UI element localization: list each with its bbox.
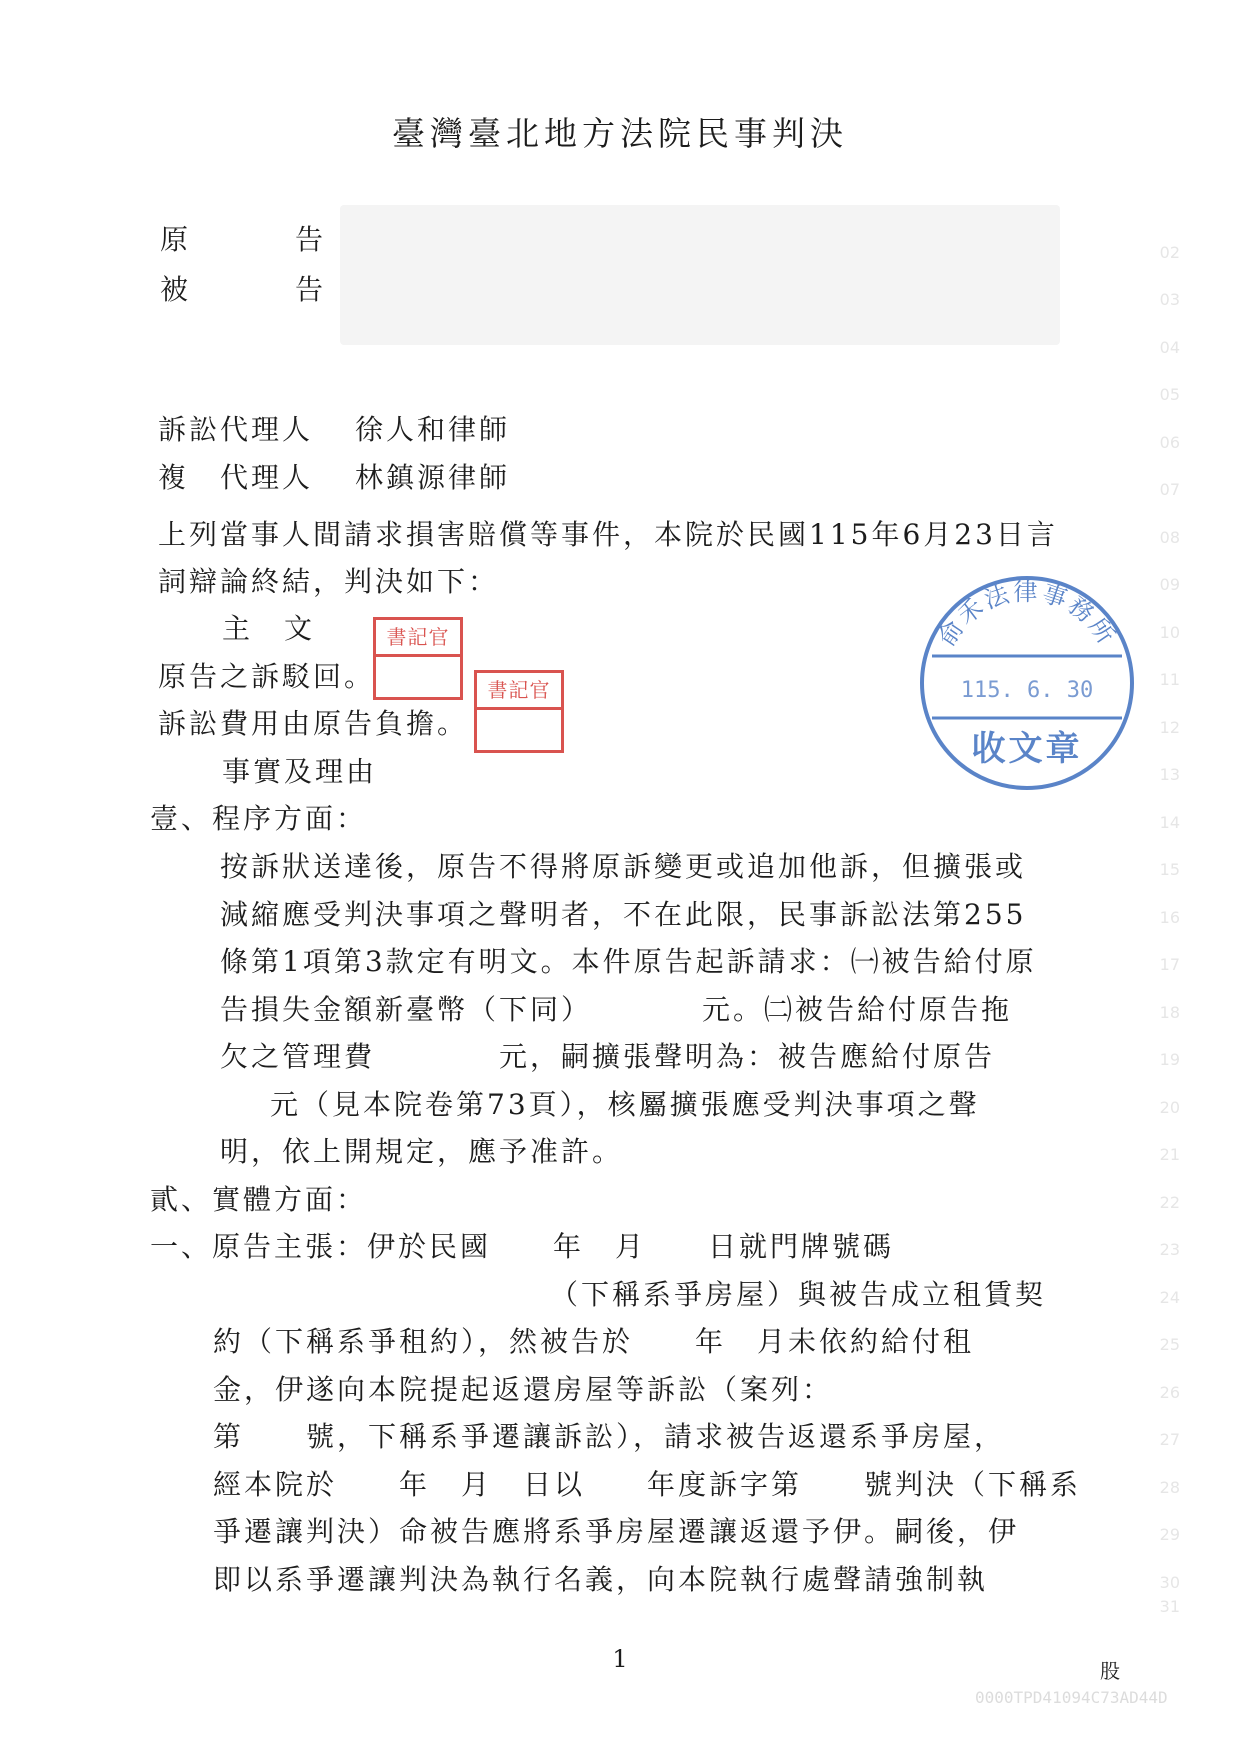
document-title: 臺灣臺北地方法院民事判決 xyxy=(392,114,848,153)
margin-line-number: 25 xyxy=(1159,1335,1180,1354)
margin-line-number: 16 xyxy=(1159,908,1180,927)
body-line: 約（下稱系爭租約），然被告於 年 月未依約給付租 xyxy=(213,1325,975,1358)
margin-line-number: 07 xyxy=(1159,480,1180,499)
margin-line-number: 10 xyxy=(1159,623,1180,642)
party-defendant-label-b: 告 xyxy=(295,273,324,306)
sub-agent-name: 林鎮源律師 xyxy=(355,461,511,494)
margin-line-number: 23 xyxy=(1159,1240,1180,1259)
margin-line-number: 20 xyxy=(1159,1098,1180,1117)
body-line: 即以系爭遷讓判決為執行名義，向本院執行處聲請強制執 xyxy=(213,1563,989,1596)
party-plaintiff-label-a: 原 xyxy=(160,223,189,256)
seal-received-label: 收文章 xyxy=(971,729,1083,769)
margin-line-number: 04 xyxy=(1159,338,1180,357)
body-line: 告損失金額新臺幣（下同） 元。㈡被告給付原告拖 xyxy=(220,993,1013,1026)
body-line: 元（見本院卷第73頁），核屬擴張應受判決事項之聲 xyxy=(270,1088,980,1121)
margin-line-number: 03 xyxy=(1159,290,1180,309)
margin-line-number: 14 xyxy=(1159,813,1180,832)
margin-line-number: 27 xyxy=(1159,1430,1180,1449)
svg-text:俞禾法律事務所 xyxy=(932,578,1121,651)
seal-firm-name: 俞禾法律事務所 xyxy=(932,578,1122,652)
margin-line-number: 21 xyxy=(1159,1145,1180,1164)
margin-line-number: 29 xyxy=(1159,1525,1180,1544)
party-plaintiff-label-b: 告 xyxy=(295,223,324,256)
law-firm-received-seal xyxy=(912,568,1142,798)
clerk-stamp-box xyxy=(376,654,460,697)
margin-line-number: 13 xyxy=(1159,765,1180,784)
margin-line-number: 22 xyxy=(1159,1193,1180,1212)
body-line: 第 號，下稱系爭遷讓訴訟），請求被告返還系爭房屋， xyxy=(213,1420,1006,1453)
body-line: （下稱系爭房屋）與被告成立租賃契 xyxy=(550,1278,1047,1311)
margin-line-number: 30 xyxy=(1159,1573,1180,1592)
margin-line-number: 28 xyxy=(1159,1478,1180,1497)
clerk-stamp-label: 書記官 xyxy=(386,625,450,649)
margin-line-number: 26 xyxy=(1159,1383,1180,1402)
body-line: 明，依上開規定，應予准許。 xyxy=(220,1135,624,1168)
margin-line-number: 31 xyxy=(1159,1597,1180,1616)
page-number: 1 xyxy=(612,1645,628,1673)
body-line: 按訴狀送達後，原告不得將原訴變更或追加他訴，但擴張或 xyxy=(220,850,1027,883)
seal-date: 115. 6. 30 xyxy=(960,678,1094,703)
margin-line-number: 09 xyxy=(1159,575,1180,594)
margin-line-number: 15 xyxy=(1159,860,1180,879)
margin-line-number: 11 xyxy=(1159,670,1180,689)
footer-division-label: 股 xyxy=(1100,1659,1120,1683)
sub-agent-label: 複 代理人 xyxy=(158,461,314,494)
margin-line-number: 17 xyxy=(1159,955,1180,974)
body-line: 經本院於 年 月 日以 年度訴字第 號判決（下稱系 xyxy=(213,1468,1082,1501)
margin-line-number: 08 xyxy=(1159,528,1180,547)
margin-line-number: 24 xyxy=(1159,1288,1180,1307)
footer-document-code: 0000TPD41094C73AD44D xyxy=(975,1688,1168,1707)
main-text-heading: 主 文 xyxy=(222,612,316,645)
margin-line-number: 02 xyxy=(1159,243,1180,262)
margin-line-number: 05 xyxy=(1159,385,1180,404)
clerk-stamp xyxy=(474,670,564,753)
margin-line-number: 12 xyxy=(1159,718,1180,737)
facts-heading: 事實及理由 xyxy=(222,755,378,788)
margin-line-number: 18 xyxy=(1159,1003,1180,1022)
redacted-party-info xyxy=(340,205,1060,345)
clerk-stamp-box xyxy=(477,707,561,750)
body-line: 減縮應受判決事項之聲明者，不在此限，民事訴訟法第255 xyxy=(220,898,1027,931)
body-line: 欠之管理費 元，嗣擴張聲明為：被告應給付原告 xyxy=(220,1040,996,1073)
clerk-stamp xyxy=(373,617,463,700)
body-line: 上列當事人間請求損害賠償等事件，本院於民國115年6月23日言 xyxy=(158,518,1058,551)
ruling-line: 訴訟費用由原告負擔。 xyxy=(158,707,469,740)
body-line: 爭遷讓判決）命被告應將系爭房屋遷讓返還予伊。嗣後，伊 xyxy=(213,1515,1020,1548)
margin-line-number: 19 xyxy=(1159,1050,1180,1069)
body-line: 詞辯論終結，判決如下： xyxy=(158,565,500,598)
ruling-line: 原告之訴駁回。 xyxy=(158,660,376,693)
clerk-stamp-label: 書記官 xyxy=(487,678,551,702)
agent-name: 徐人和律師 xyxy=(355,413,511,446)
agent-label: 訴訟代理人 xyxy=(158,413,314,446)
party-defendant-label-a: 被 xyxy=(160,273,189,306)
body-line: 一、原告主張：伊於民國 年 月 日就門牌號碼 xyxy=(150,1230,895,1263)
body-line: 條第1項第3款定有明文。本件原告起訴請求：㈠被告給付原 xyxy=(220,945,1037,978)
margin-line-number: 06 xyxy=(1159,433,1180,452)
section-heading: 壹、程序方面： xyxy=(150,802,368,835)
body-line: 金，伊遂向本院提起返還房屋等訴訟（案列： xyxy=(213,1373,834,1406)
section-heading: 貳、實體方面： xyxy=(150,1183,368,1216)
